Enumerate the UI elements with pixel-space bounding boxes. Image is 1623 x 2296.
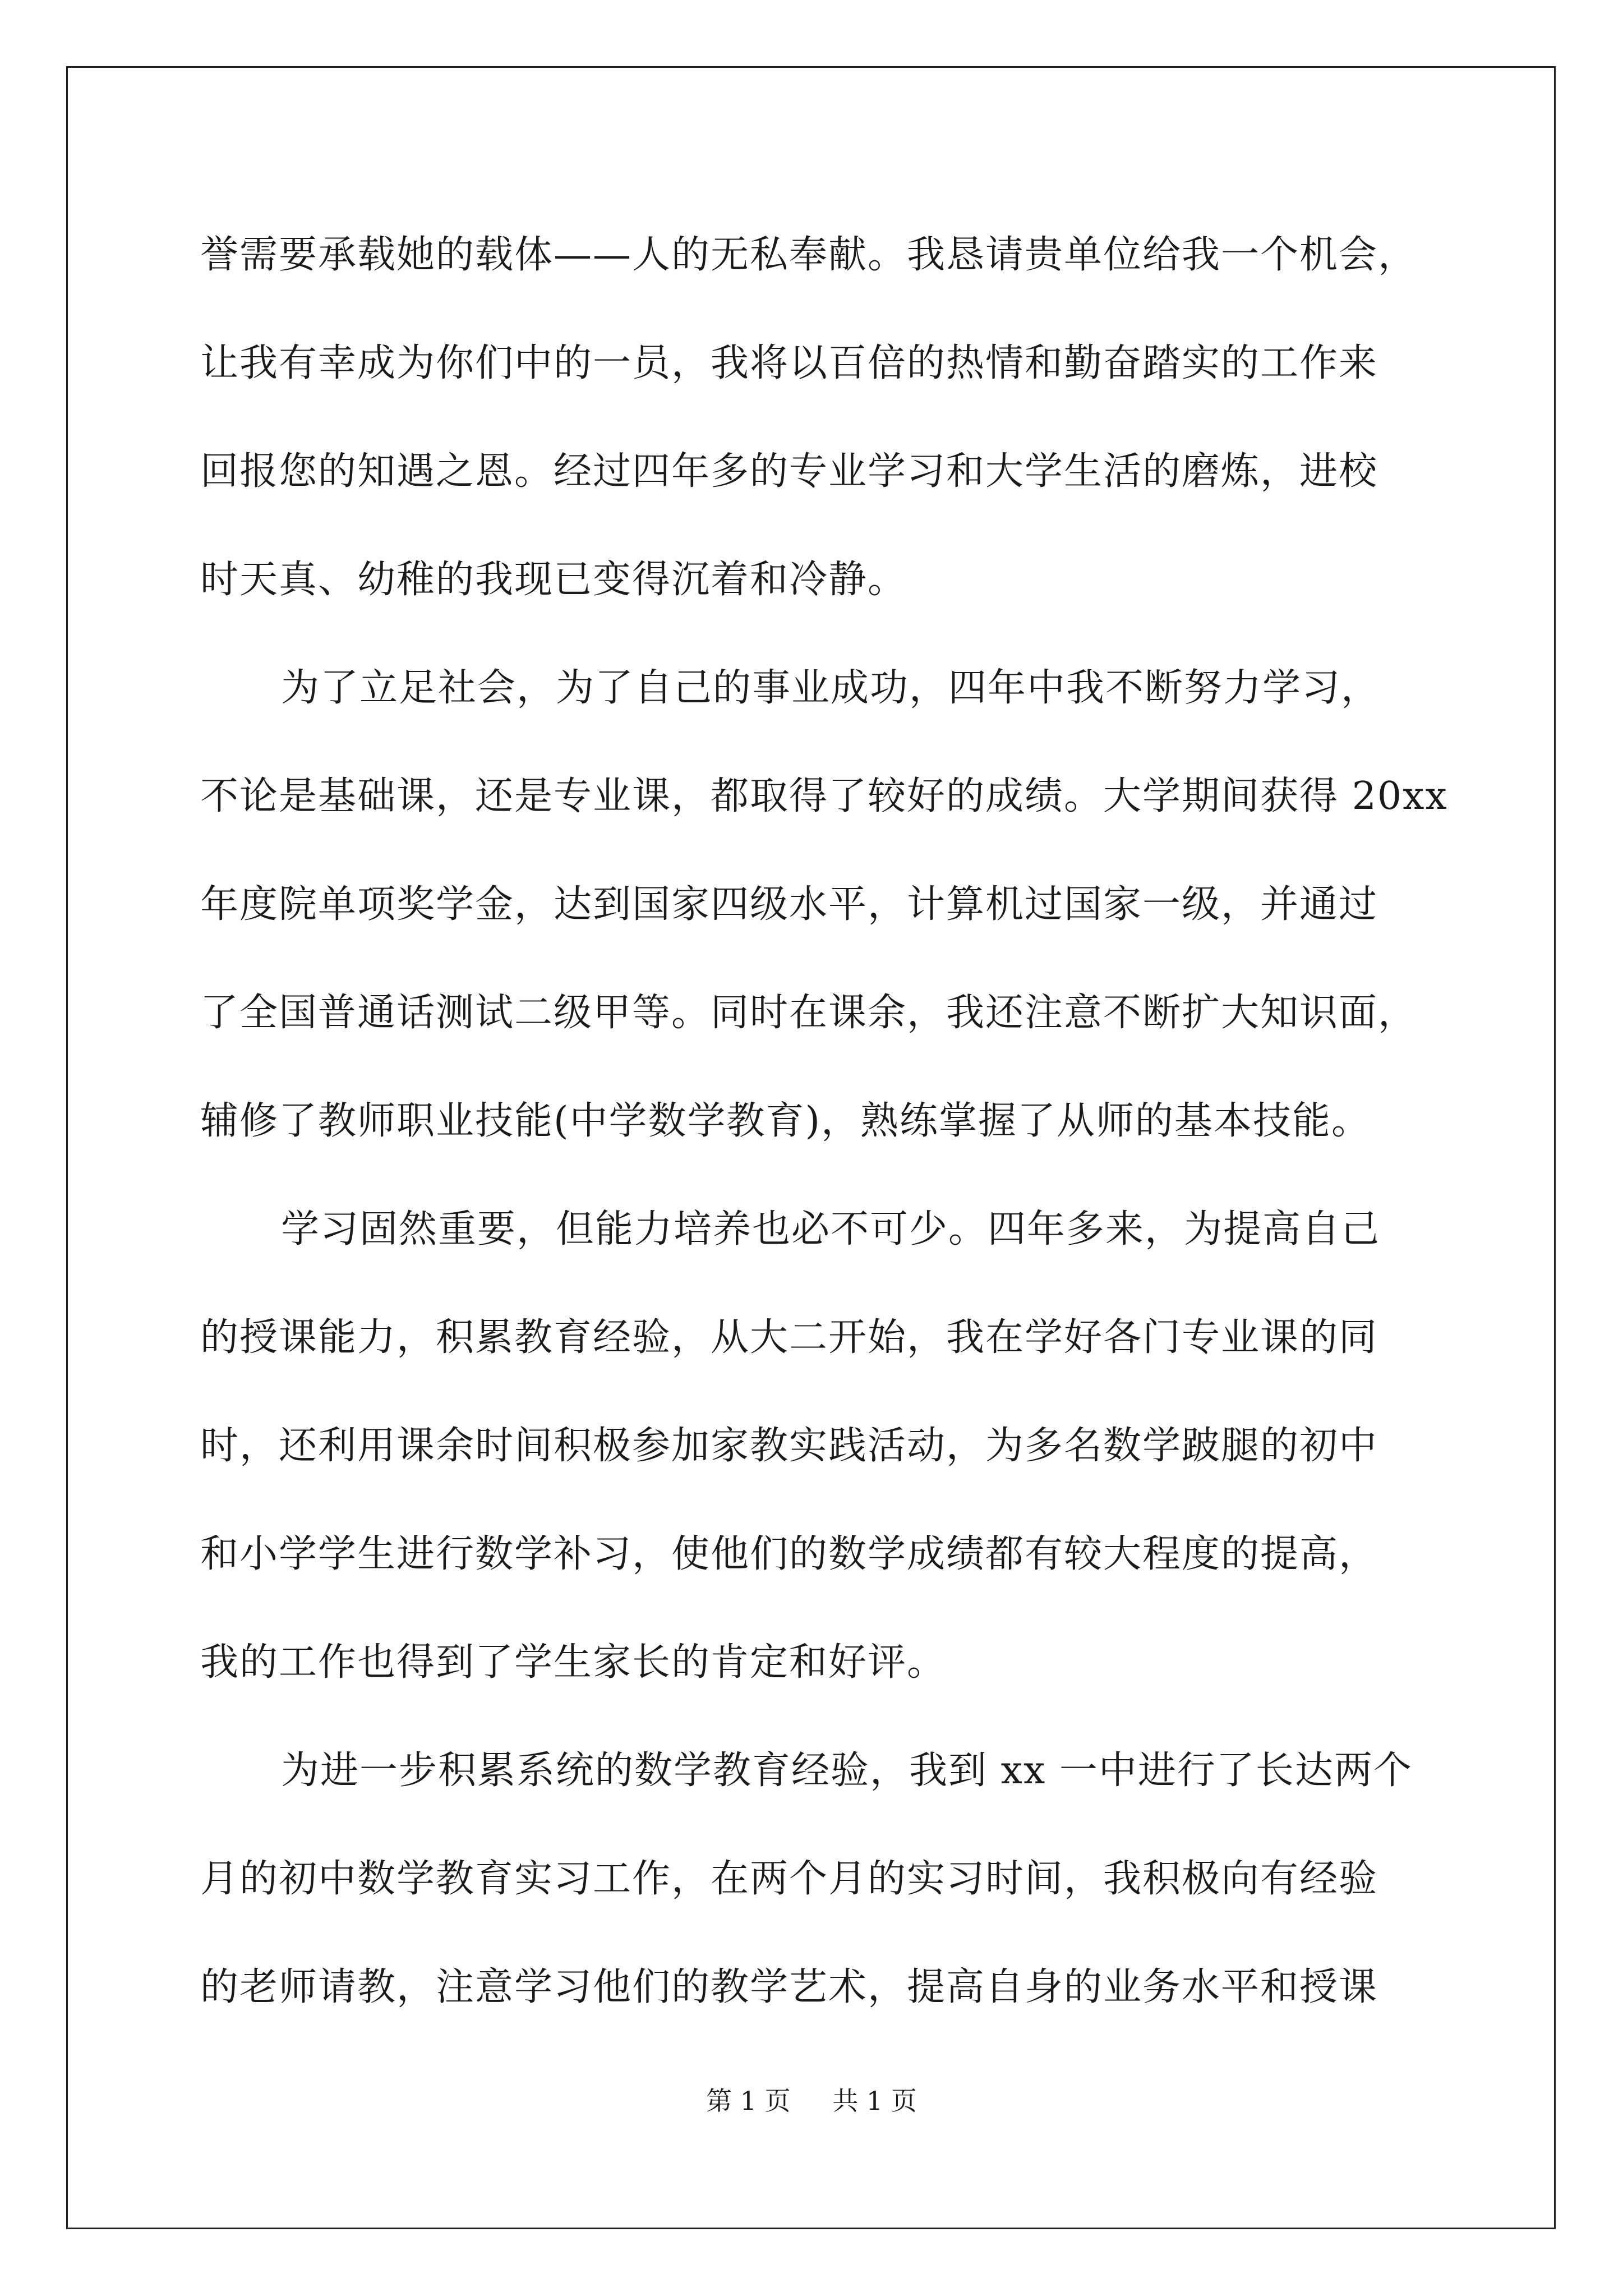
text-line-3: 回报您的知遇之恩。经过四年多的专业学习和大学生活的磨炼，进校 bbox=[200, 449, 1378, 494]
page-number-total: 共 1 页 bbox=[832, 2086, 917, 2116]
text-line-12: 时，还利用课余时间积极参加家教实践活动，为多名数学跛腿的初中 bbox=[200, 1424, 1378, 1468]
text-line-1: 誉需要承载她的载体——人的无私奉献。我恳请贵单位给我一个机会， bbox=[200, 233, 1418, 277]
text-line-4: 时天真、幼稚的我现已变得沉着和冷静。 bbox=[200, 558, 907, 602]
page-number-current: 第 1 页 bbox=[706, 2086, 791, 2116]
text-line-16: 月的初中数学教育实习工作，在两个月的实习时间，我积极向有经验 bbox=[200, 1857, 1378, 1901]
page-footer bbox=[0, 2084, 1623, 2118]
document-body bbox=[200, 213, 1448, 2054]
text-line-2: 让我有幸成为你们中的一员，我将以百倍的热情和勤奋踏实的工作来 bbox=[200, 341, 1378, 385]
text-line-9: 辅修了教师职业技能(中学数学教育)，熟练掌握了从师的基本技能。 bbox=[200, 1099, 1371, 1143]
paragraph-start-line-10: 学习固然重要，但能力培养也必不可少。四年多来，为提高自己 bbox=[281, 1207, 1381, 1251]
paragraph-start-line-15: 为进一步积累系统的数学教育经验，我到 xx 一中进行了长达两个 bbox=[281, 1749, 1413, 1793]
text-line-17: 的老师请教，注意学习他们的教学艺术，提高自身的业务水平和授课 bbox=[200, 1965, 1378, 2009]
text-line-11: 的授课能力，积累教育经验，从大二开始，我在学好各门专业课的同 bbox=[200, 1315, 1378, 1360]
text-line-6: 不论是基础课，还是专业课，都取得了较好的成绩。大学期间获得 20xx bbox=[200, 774, 1448, 818]
text-line-8: 了全国普通话测试二级甲等。同时在课余，我还注意不断扩大知识面， bbox=[200, 991, 1418, 1035]
text-line-7: 年度院单项奖学金，达到国家四级水平，计算机过国家一级，并通过 bbox=[200, 882, 1378, 927]
text-line-13: 和小学学生进行数学补习，使他们的数学成绩都有较大程度的提高， bbox=[200, 1532, 1378, 1576]
text-line-14: 我的工作也得到了学生家长的肯定和好评。 bbox=[200, 1640, 947, 1685]
paragraph-start-line-5: 为了立足社会，为了自己的事业成功，四年中我不断努力学习， bbox=[281, 666, 1381, 710]
